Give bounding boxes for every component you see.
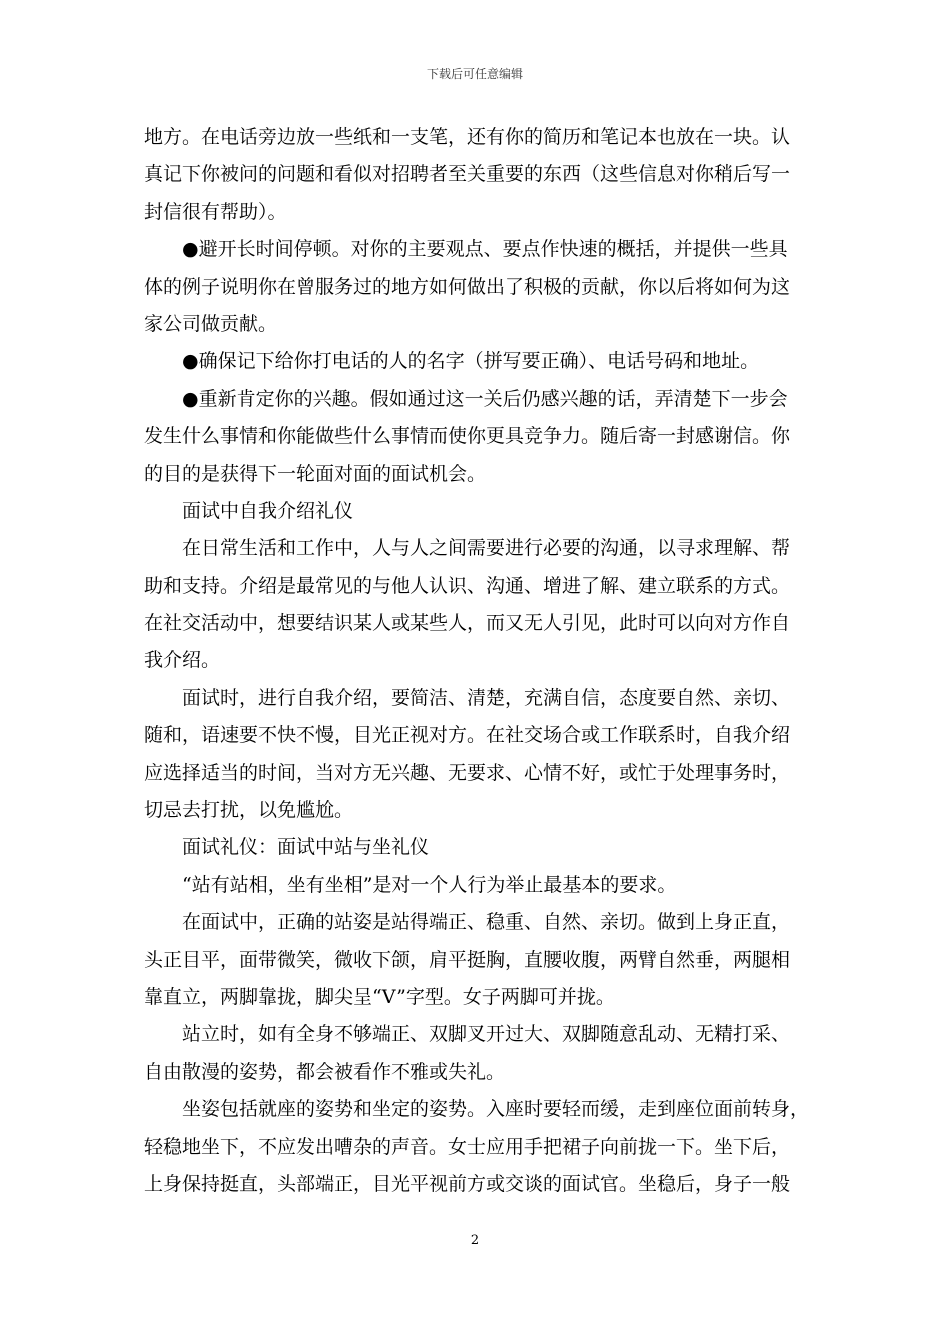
text-line: 上身保持挺直，头部端正，目光平视前方或交谈的面试官。坐稳后，身子一般 — [144, 1172, 791, 1195]
text-line: 在社交活动中，想要结识某人或某些人，而又无人引见，此时可以向对方作自 — [144, 612, 791, 635]
page-number: 2 — [470, 1233, 480, 1248]
text-line: 坐姿包括就座的姿势和坐定的姿势。入座时要轻而缓，走到座位面前转身， — [182, 1098, 810, 1121]
text-line: ●避开长时间停顿。对你的主要观点、要点作快速的概括，并提供一些具 — [182, 238, 788, 261]
page-header: 下载后可任意编辑 — [426, 67, 523, 81]
text-line: ●重新肯定你的兴趣。假如通过这一关后仍感兴趣的话，弄清楚下一步会 — [182, 387, 788, 410]
text-line: ●确保记下给你打电话的人的名字（拼写要正确）、电话号码和地址。 — [182, 350, 760, 373]
text-line: 自由散漫的姿势，都会被看作不雅或失礼。 — [144, 1060, 506, 1083]
text-line: 家公司做贡献。 — [144, 312, 278, 335]
text-line: 我介绍。 — [144, 649, 221, 672]
text-line: 体的例子说明你在曾服务过的地方如何做出了积极的贡献，你以后将如何为这 — [144, 275, 791, 298]
text-line: 封信很有帮助）。 — [144, 200, 287, 223]
text-line: 面试中自我介绍礼仪 — [182, 499, 354, 522]
document-body — [144, 119, 808, 1203]
text-line: 站立时，如有全身不够端正、双脚叉开过大、双脚随意乱动、无精打采、 — [182, 1023, 791, 1046]
text-line: 面试时，进行自我介绍，要简洁、清楚，充满自信，态度要自然、亲切、 — [182, 686, 791, 709]
text-line: 助和支持。介绍是最常见的与他人认识、沟通、增进了解、建立联系的方式。 — [144, 574, 791, 597]
text-line: 的目的是获得下一轮面对面的面试机会。 — [144, 462, 487, 485]
text-line: 面试礼仪：面试中站与坐礼仪 — [182, 836, 430, 859]
text-line: 发生什么事情和你能做些什么事情而使你更具竞争力。随后寄一封感谢信。你 — [144, 425, 791, 448]
text-line: “站有站相，坐有坐相”是对一个人行为举止最基本的要求。 — [182, 873, 677, 896]
text-line: 随和，语速要不快不慢，目光正视对方。在社交场合或工作联系时，自我介绍 — [144, 724, 791, 747]
text-line: 头正目平，面带微笑，微收下颌，肩平挺胸，直腰收腹，两臂自然垂，两腿相 — [144, 948, 791, 971]
text-line: 靠直立，两脚靠拢，脚尖呈“V”字型。女子两脚可并拢。 — [144, 985, 615, 1008]
text-line: 在面试中，正确的站姿是站得端正、稳重、自然、亲切。做到上身正直， — [182, 911, 791, 934]
text-line: 轻稳地坐下，不应发出嘈杂的声音。女士应用手把裙子向前拢一下。坐下后， — [144, 1135, 791, 1158]
text-line: 真记下你被问的问题和看似对招聘者至关重要的东西（这些信息对你稍后写一 — [144, 163, 791, 186]
text-line: 切忌去打扰，以免尴尬。 — [144, 799, 354, 822]
text-line: 地方。在电话旁边放一些纸和一支笔，还有你的简历和笔记本也放在一块。认 — [144, 126, 791, 148]
text-line: 在日常生活和工作中，人与人之间需要进行必要的沟通，以寻求理解、帮 — [182, 537, 791, 560]
text-line: 应选择适当的时间，当对方无兴趣、无要求、心情不好，或忙于处理事务时， — [144, 761, 791, 784]
